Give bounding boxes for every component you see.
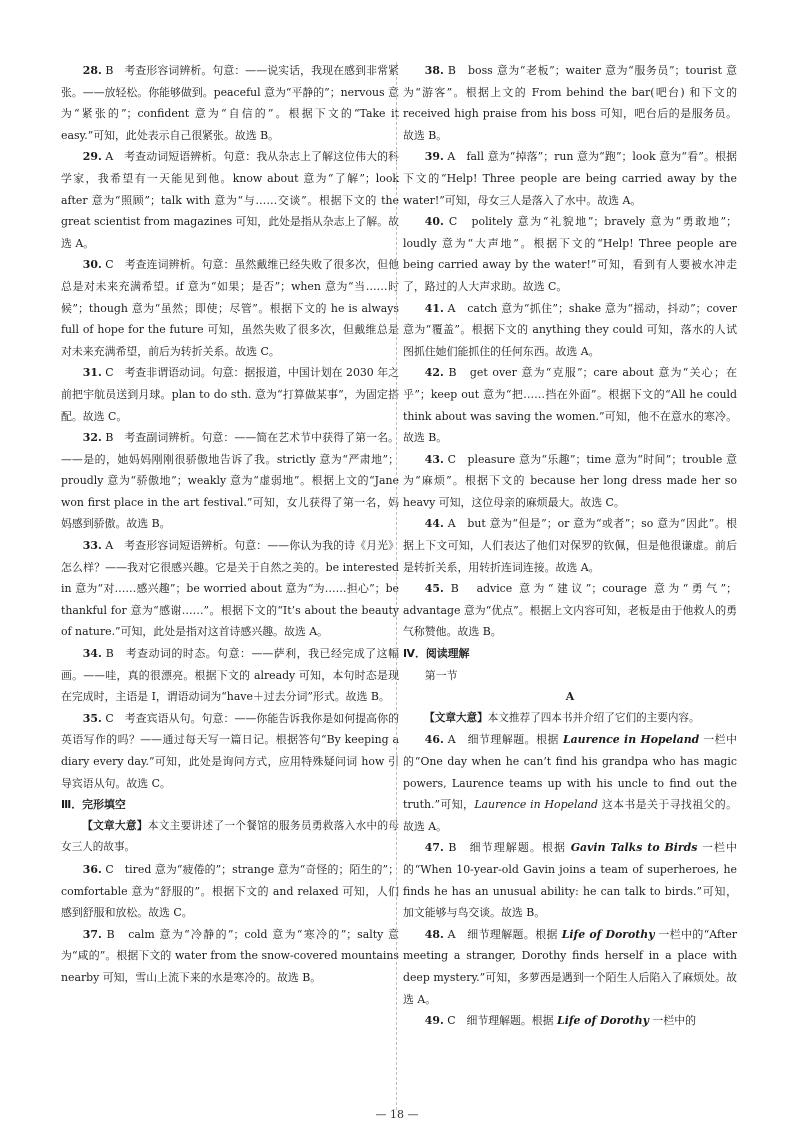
answer-item-38: 38. B boss 意为“老板”；waiter 意为“服务员”；tourist 意为“游客”。根据上文的 From behind the bar(吧台) 和下文的 received high praise from his boss 可知，吧台后的是服务员。故选 B。 — [403, 64, 737, 142]
article-summary-reading: 【文章大意】本文推荐了四本书并介绍了它们的主要内容。 — [424, 711, 700, 724]
answer-item-34: 34. B 考查动词的时态。句意：——萨利，我已经完成了这幅画。——哇，真的很漂亮。根据下文的 already 可知，本句时态是现在完成时，主语是 I，谓语动词为“have＋过去分词”形式。故选 B。 — [61, 647, 399, 704]
answer-item-42: 42. B get over 意为“克服”；care about 意为“关心；在乎”；keep out 意为“把……挡在外面”。根据下文的“All he could think about was saving the women.”可知，他不在意水的寒冷。故选 B。 — [403, 366, 737, 445]
book-title: Life of Dorothy — [557, 1014, 649, 1028]
answer-item-39: 39. A fall 意为“掉落”；run 意为“跑”；look 意为“看”。根据下文的“Help! Three people are being carried away by the water!”可知，母女三人是落入了水中。故选 A。 — [403, 150, 738, 207]
answer-item-45: 45. B advice 意为“建议”；courage 意为“勇气”；advantage 意为“优点”。根据上文内容可知，老板是由于他救人的勇气称赞他。故选 B。 — [403, 582, 737, 639]
answer-item-46: 46. A 细节理解题。根据 Laurence in Hopeland 一栏中的“One day when he can’t find his grandpa who has magic powers, Laurence teams up with his uncle to find out the truth.”可知，Laurence in Hopeland 这本书是关于寻找祖父的。故选 A。 — [403, 733, 737, 833]
answer-item-35: 35. C 考查宾语从句。句意：——你能告诉我你是如何提高你的英语写作的吗？——通过每天写一篇日记。根据答句“By keeping a diary every day.”可知，此处是询问方式，应用特殊疑问词 how 引导宾语从句。故选 C。 — [61, 711, 399, 790]
answer-item-31: 31. C 考查非谓语动词。句意：据报道，中国计划在 2030 年之前把宇航员送到月球。plan to do sth. 意为“打算做某事”，为固定搭配。故选 C。 — [61, 366, 399, 423]
column-divider — [396, 62, 397, 1110]
book-title: Life of Dorothy — [561, 927, 655, 941]
article-summary-cloze: 【文章大意】本文主要讲述了一个餐馆的服务员勇救落入水中的母女三人的故事。 — [61, 819, 400, 854]
page-number: — 18 — — [375, 1108, 419, 1121]
passage-letter: A — [565, 690, 575, 704]
answer-item-28: 28. B 考查形容词辨析。句意：——说实话，我现在感到非常紧张。——放轻松。你能够做到。peaceful 意为“平静的”；nervous 意为“紧张的”；confident 意为“自信的”。根据下文的“Take it easy.”可知，此处表示自己很紧张。故选 B。 — [61, 64, 399, 142]
left-column — [61, 60, 399, 989]
answer-item-48: 48. A 细节理解题。根据 Life of Dorothy 一栏中的“After meeting a stranger, Dorothy finds herself in a place with deep mystery.”可知，多萝西是遇到一个陌生人后陷入了麻烦处。故选 A。 — [403, 927, 738, 1006]
answer-item-32: 32. B 考查副词辨析。句意：——简在艺术节中获得了第一名。——是的，她妈妈刚刚很骄傲地告诉了我。strictly 意为“严肃地”；proudly 意为“骄傲地”；weakly 意为“虚弱地”。根据上文的“Jane won first place in the art festival.”可知，女儿获得了第一名，妈妈感到骄傲。故选 B。 — [61, 431, 399, 531]
answer-item-47: 47. B 细节理解题。根据 Gavin Talks to Birds 一栏中的“When 10-year-old Gavin joins a team of superheroes, he finds he has an unusual ability: he can talk to birds.”可知，加文能够与鸟交谈。故选 B。 — [403, 841, 738, 920]
answer-item-37: 37. B calm 意为“冷静的”；cold 意为“寒冷的”；salty 意为“咸的”。根据下文的 water from the snow-covered mountains nearby 可知，雪山上流下来的水是寒冷的。故选 B。 — [61, 927, 399, 984]
answer-item-49: 49. C 细节理解题。根据 Life of Dorothy 一栏中的 — [424, 1014, 696, 1028]
answer-item-44: 44. A but 意为“但是”；or 意为“或者”；so 意为“因此”。根据上下文可知，人们表达了他们对保罗的钦佩，但是他很谦虚。前后是转折关系，用转折连词连接。故选 A。 — [403, 517, 737, 574]
answer-item-36: 36. C tired 意为“疲倦的”；strange 意为“奇怪的；陌生的”；comfortable 意为“舒服的”。根据下文的 and relaxed 可知，人们感到舒服和放松。故选 C。 — [61, 862, 400, 920]
answer-item-41: 41. A catch 意为“抓住”；shake 意为“摇动，抖动”；cover 意为“覆盖”。根据下文的 anything they could 可知，落水的人试图抓住她们能抓住的任何东西。故选 A。 — [403, 301, 737, 358]
book-title: Laurence in Hopeland — [562, 733, 700, 747]
answer-item-29: 29. A 考查动词短语辨析。句意：我从杂志上了解这位伟大的科学家，我希望有一天能见到他。know about 意为“了解”；look after 意为“照顾”；talk with 意为“与……交谈”。根据下文的 the great scientist from magazines 可知，此处是指从杂志上了解。故选 A。 — [61, 150, 399, 250]
answer-item-40: 40. C politely 意为“礼貌地”；bravely 意为“勇敢地”；loudly 意为“大声地”。根据下文的“Help! Three people are being carried away by the water!”可知，看到有人要被水冲走了，路过的人大声求助。故选 C。 — [403, 215, 738, 293]
book-title: Laurence in Hopeland — [474, 798, 598, 812]
section-heading-reading: Ⅳ．阅读理解 — [403, 647, 470, 661]
right-column — [403, 60, 737, 1032]
book-title: Gavin Talks to Birds — [570, 841, 698, 855]
subsection-heading: 第一节 — [424, 668, 458, 682]
answer-item-33: 33. A 考查形容词短语辨析。句意：——你认为我的诗《月光》怎么样？——我对它很感兴趣。它是关于自然之美的。be interested in 意为“对……感兴趣”；be worried about 意为“为……担心”；be thankful for 意为“感谢……”。根据下文的“It’s about the beauty of nature.”可知，此处是指对这首诗感兴趣。故选 A。 — [61, 539, 399, 639]
answer-item-43: 43. C pleasure 意为“乐趣”；time 意为“时间”；trouble 意为“麻烦”。根据下文的 because her long dress made her so heavy 可知，这位母亲的麻烦最大。故选 C。 — [403, 452, 737, 509]
section-heading-cloze: Ⅲ．完形填空 — [61, 798, 126, 812]
answer-item-30: 30. C 考查连词辨析。句意：虽然戴维已经失败了很多次，但他总是对未来充满希望。if 意为“如果；是否”；when 意为“当……时候”；though 意为“虽然；即使；尽管”。根据下文的 he is always full of hope for the future 可知，虽然失败了很多次，但戴维总是对未来充满希望，前后为转折关系。故选 C。 — [61, 258, 399, 358]
